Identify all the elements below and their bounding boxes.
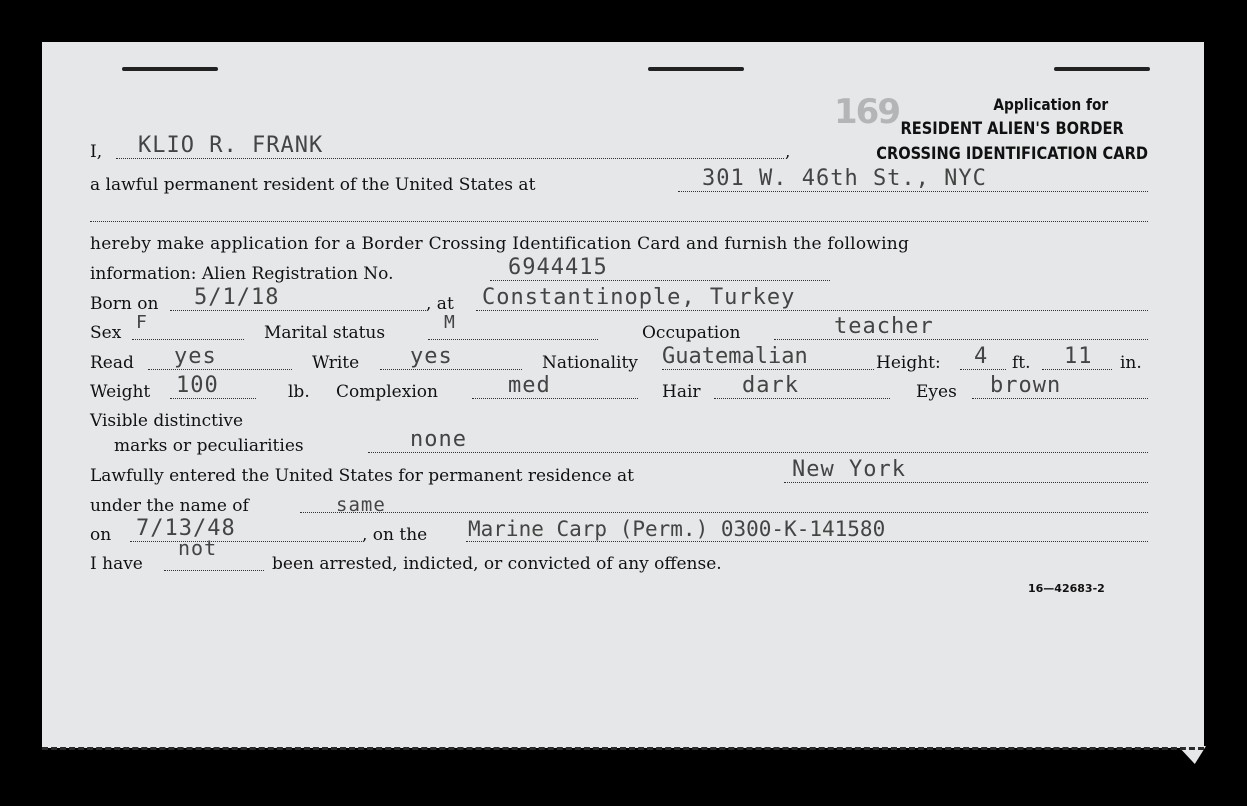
line-name [90, 133, 1148, 165]
write-value: yes [410, 344, 453, 369]
line-entry-date-vessel [90, 516, 1148, 548]
label-on: on [90, 525, 112, 545]
eyes-value: brown [990, 373, 1062, 398]
label-i: I, [90, 142, 103, 162]
line-arrest-statement [90, 536, 1148, 577]
top-mark-center [648, 67, 744, 71]
line-entry-place [90, 457, 1148, 489]
hair-fill-line [714, 398, 890, 399]
card-corner [1178, 746, 1206, 764]
applicant-name: KLIO R. FRANK [138, 133, 324, 158]
top-mark-right [1054, 67, 1150, 71]
label-on-the: , on the [362, 525, 428, 545]
line-weight-complexion [90, 373, 1148, 405]
marks-fill-line [368, 452, 1148, 453]
occupation-value: teacher [834, 314, 934, 339]
weight-value: 100 [176, 373, 219, 398]
read-fill-line [148, 369, 292, 370]
label-nationality: Nationality [542, 353, 638, 373]
label-eyes: Eyes [916, 382, 957, 402]
label-hair: Hair [662, 382, 701, 402]
birth-date: 5/1/18 [194, 285, 280, 310]
line-marks [90, 427, 1148, 459]
label-write: Write [312, 353, 360, 373]
sex-value: F [136, 312, 148, 333]
heading-line-2: RESIDENT ALIEN'S BORDER [900, 119, 1124, 139]
line-registration [90, 255, 1148, 287]
arrested-value: not [178, 536, 218, 560]
heading-line-3: CROSSING IDENTIFICATION CARD [876, 144, 1148, 164]
top-mark-left [122, 67, 218, 71]
read-value: yes [174, 344, 217, 369]
label-height: Height: [876, 353, 941, 373]
entry-name-fill-line [300, 512, 1148, 513]
vessel-value: Marine Carp (Perm.) 0300-K-141580 [468, 517, 886, 541]
birth-place: Constantinople, Turkey [482, 285, 796, 310]
label-read: Read [90, 353, 134, 373]
label-visible: Visible distinctive [90, 411, 244, 431]
label-under-name: under the name of [90, 496, 249, 516]
label-complexion: Complexion [336, 382, 438, 402]
label-comma: , [785, 142, 791, 162]
arrested-fill-line [164, 570, 264, 571]
label-i-have: I have [90, 554, 143, 574]
heading-line-1: Application for [993, 95, 1109, 114]
entry-place: New York [792, 457, 906, 482]
label-weight: Weight [90, 382, 151, 402]
complexion-value: med [508, 373, 551, 398]
height-feet: 4 [974, 344, 989, 369]
label-registration: information: Alien Registration No. [90, 264, 394, 284]
border-crossing-application-card [42, 42, 1204, 748]
marks-value: none [410, 427, 467, 452]
label-occupation: Occupation [642, 323, 741, 343]
label-ft: ft. [1012, 353, 1031, 373]
entry-date: 7/13/48 [136, 516, 236, 541]
address-value: 301 W. 46th St., NYC [702, 166, 987, 191]
marital-status: M [444, 312, 456, 333]
label-lawfully: Lawfully entered the United States for permanent residence at [90, 466, 635, 486]
line-address-continued [90, 202, 1148, 228]
form-number: 16—42683-2 [1028, 582, 1105, 595]
label-in: in. [1120, 353, 1142, 373]
label-lb: lb. [288, 382, 310, 402]
address-continued-fill-line [90, 221, 1148, 222]
label-arrested-statement: been arrested, indicted, or convicted of any offense. [272, 554, 722, 574]
stamp-number: 169 [834, 92, 899, 132]
line-sex-marital-occupation [90, 312, 1148, 346]
label-resident: a lawful permanent resident of the United States at [90, 175, 536, 195]
hair-value: dark [742, 373, 799, 398]
registration-number: 6944415 [508, 255, 608, 280]
label-marital-status: Marital status [264, 323, 386, 343]
line-address [90, 166, 1148, 198]
label-at: , at [426, 294, 454, 314]
sex-fill-line [132, 339, 244, 340]
line-born [90, 285, 1148, 317]
nationality-value: Guatemalian [662, 344, 808, 369]
label-marks: marks or peculiarities [114, 436, 304, 456]
line-visible-marks-label [90, 408, 1148, 434]
label-born-on: Born on [90, 294, 159, 314]
line-hereby [90, 231, 1148, 257]
complexion-fill-line [472, 398, 638, 399]
label-sex: Sex [90, 323, 122, 343]
marital-fill-line [428, 339, 598, 340]
height-inches: 11 [1064, 344, 1093, 369]
occupation-fill-line [774, 339, 1148, 340]
entry-name: same [336, 494, 386, 516]
label-hereby: hereby make application for a Border Crossing Identification Card and furnish the following [90, 234, 910, 254]
